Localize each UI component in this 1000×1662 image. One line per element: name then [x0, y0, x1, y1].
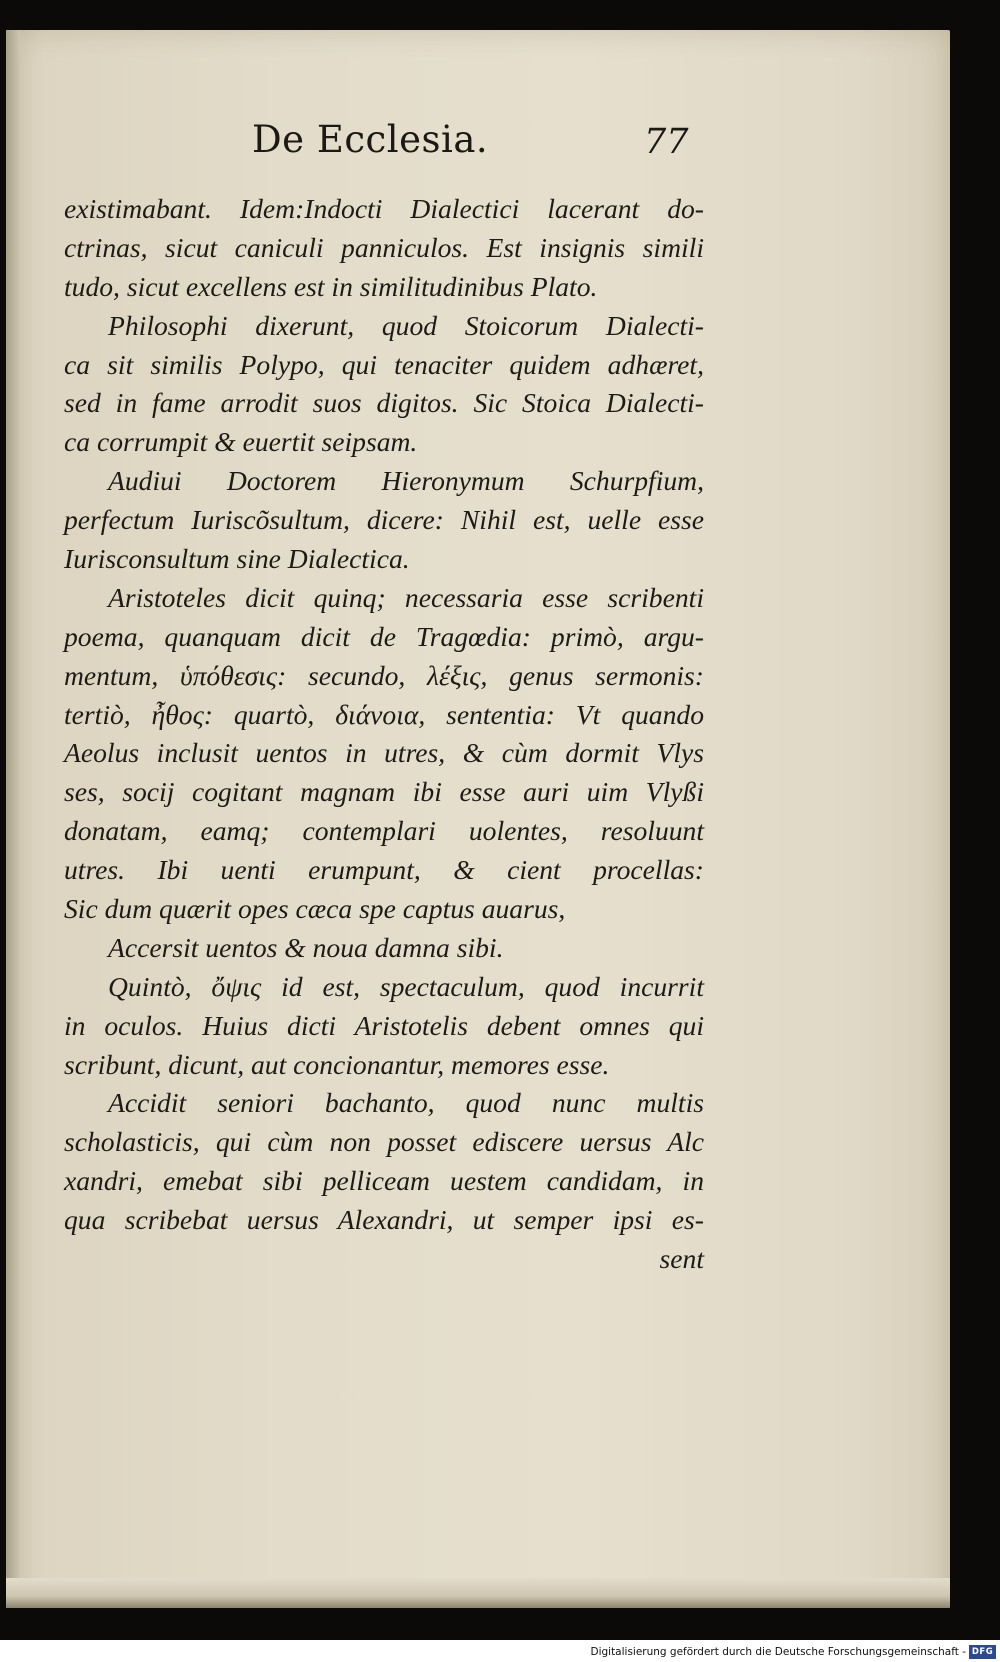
text-line: ses, socij cogitant magnam ibi esse auri uim Vlyßi: [64, 776, 704, 808]
text-line: ctrinas, sicut caniculi panniculos. Est insignis simili: [64, 231, 704, 263]
text-line: Accersit uentos & noua damna sibi.: [108, 931, 504, 963]
text-line: Iurisconsultum sine Dialectica.: [64, 543, 410, 575]
text-line: tudo, sicut excellens est in similitudinibus Plato.: [64, 270, 598, 302]
dfg-logo-icon: DFG: [969, 1645, 996, 1659]
text-line: Philosophi dixerunt, quod Stoicorum Dialecti-: [108, 309, 704, 341]
text-line: ca sit similis Polypo, qui tenaciter quidem adhæret,: [64, 348, 704, 380]
text-line: existimabant. Idem:Indocti Dialectici lacerant do-: [64, 193, 704, 224]
text-line: Accidit seniori bachanto, quod nunc multis: [108, 1087, 704, 1119]
text-line: sed in fame arrodit suos digitos. Sic Stoica Dialecti-: [64, 387, 704, 419]
text-block: [64, 190, 704, 1279]
text-line: Aristoteles dicit quinq; necessaria esse scribenti: [108, 581, 704, 613]
text-line: Audiui Doctorem Hieronymum Schurpfium,: [108, 465, 704, 497]
digitization-footer: [0, 1640, 1000, 1662]
text-line: xandri, emebat sibi pelliceam uestem candidam, in: [64, 1165, 704, 1197]
text-line: utres. Ibi uenti erumpunt, & cient procellas:: [64, 854, 704, 886]
text-line: mentum, ὑπόθεσις: secundo, λέξις, genus sermonis:: [64, 659, 704, 691]
text-line: Aeolus inclusit uentos in utres, & cùm dormit Vlys: [64, 737, 704, 769]
catchword: sent: [659, 1243, 704, 1275]
text-line: tertiò, ἦθος: quartò, διάνοια, sententia: Vt quando: [64, 698, 704, 730]
funding-credit: Digitalisierung gefördert durch die Deutsche Forschungsgemeinschaft -: [590, 1646, 966, 1658]
text-line: Quintò, ὄψις id est, spectaculum, quod incurrit: [108, 970, 704, 1002]
text-line: scribunt, dicunt, aut concionantur, memores esse.: [64, 1048, 610, 1080]
book-page: [6, 30, 950, 1608]
page-gutter-edge: [6, 30, 20, 1608]
text-line: donatam, eamq; contemplari uolentes, resoluunt: [64, 815, 704, 847]
page-bottom-edge: [6, 1578, 950, 1608]
running-head: De Ecclesia.: [252, 118, 489, 161]
text-line: scholasticis, qui cùm non posset ediscere uersus Alc: [64, 1126, 704, 1158]
text-line: ca corrumpit & euertit seipsam.: [64, 426, 418, 458]
text-line: Sic dum quærit opes cæca spe captus auarus,: [64, 893, 566, 925]
text-line: qua scribebat uersus Alexandri, ut semper ipsi es-: [64, 1204, 704, 1236]
text-line: in oculos. Huius dicti Aristotelis debent omnes qui: [64, 1009, 704, 1041]
page-number: 77: [644, 122, 689, 162]
text-line: perfectum Iuriscõsultum, dicere: Nihil est, uelle esse: [64, 504, 704, 536]
text-line: poema, quanquam dicit de Tragœdia: primò, argu-: [64, 620, 704, 652]
